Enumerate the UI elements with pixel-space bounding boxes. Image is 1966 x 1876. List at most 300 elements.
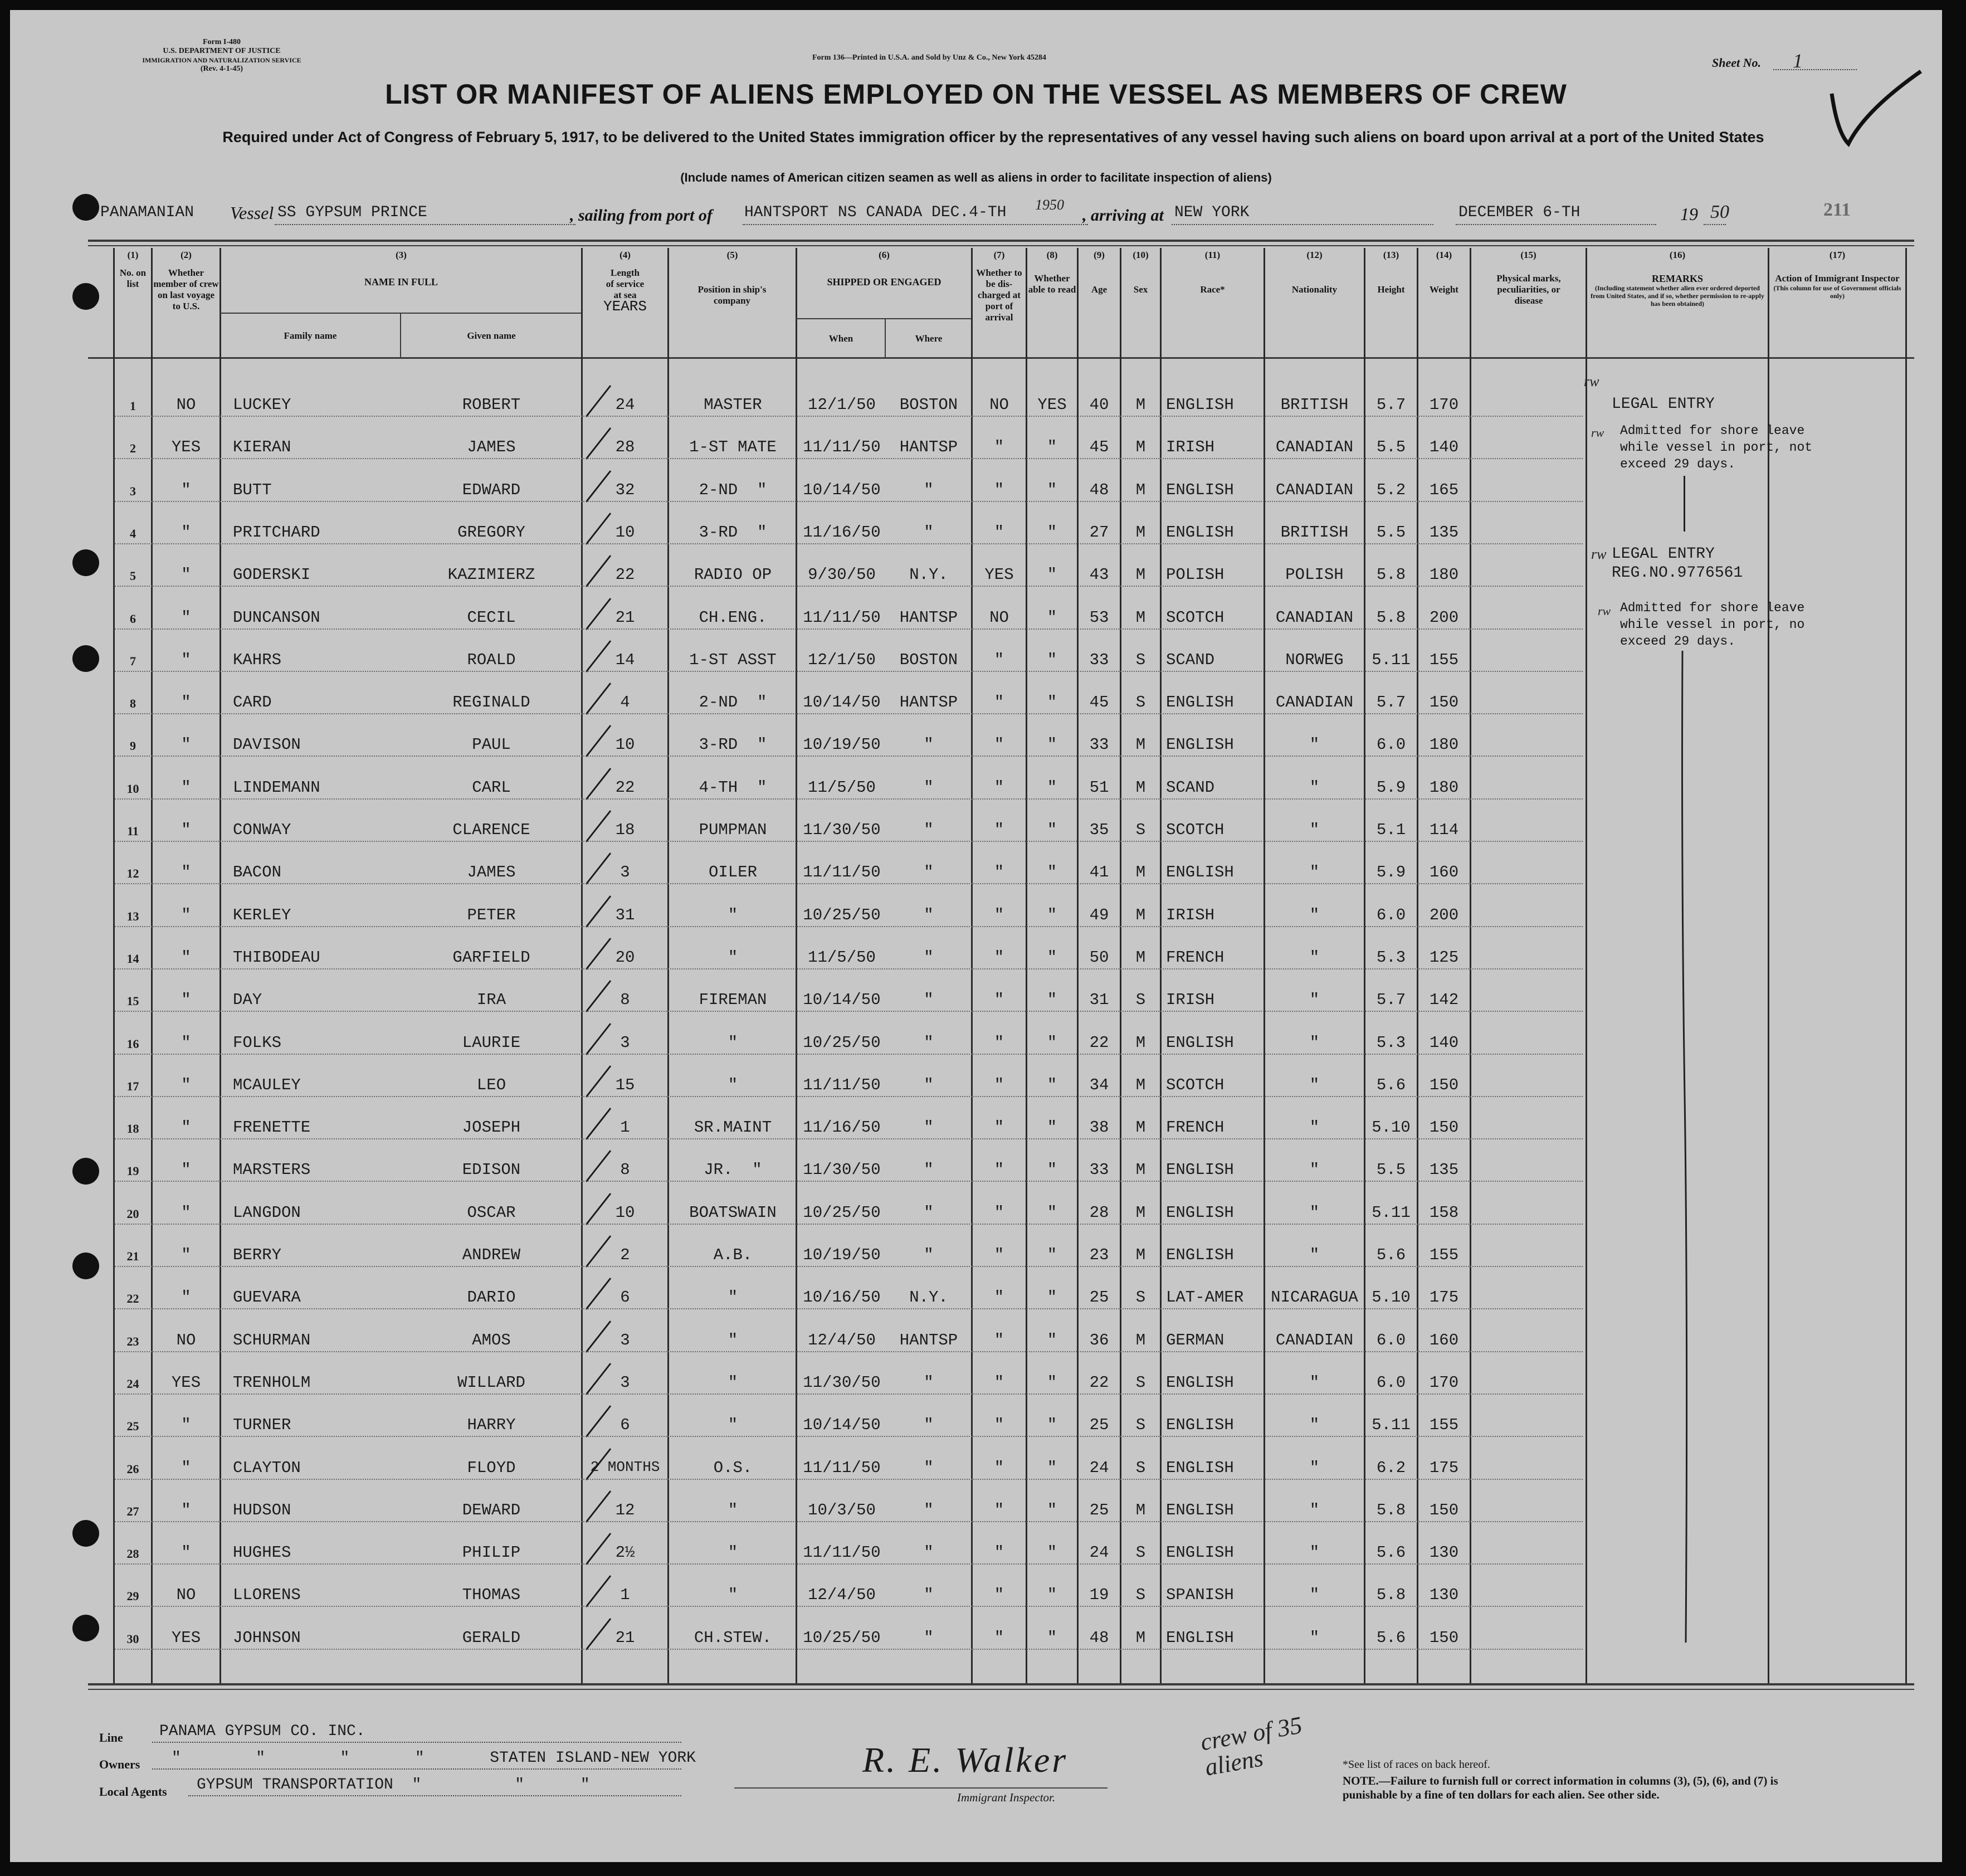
row-rule [115,1138,1583,1139]
inspector-signature: R. E. Walker [862,1740,1069,1780]
cell-when: 11/30/50 [803,1161,881,1180]
owners-value: " " " " STATEN ISLAND-NEW YORK [172,1750,696,1767]
cell-height: 5.6 [1376,1543,1406,1562]
cell-height: 5.5 [1376,438,1406,457]
cell-disch: " [994,991,1004,1010]
remark-line: while vessel in port, not [1620,440,1813,455]
cell-family: MARSTERS [233,1161,311,1180]
cell-weight: 135 [1429,1161,1459,1180]
sheet-number: 1 [1793,50,1803,72]
row-rule [115,713,1583,714]
cell-prev: " [181,1075,191,1094]
cell-nat: " [1309,1543,1320,1562]
cell-service: 15 [615,1075,635,1094]
cell-age: 48 [1089,480,1109,499]
row-rule [115,1563,1583,1565]
cell-weight: 165 [1429,480,1459,499]
cell-nat: " [1309,1161,1320,1180]
col3a-label: Family name [284,330,337,341]
cell-when: 11/11/50 [803,608,881,627]
cell-when: 11/30/50 [803,1373,881,1392]
subtitle-note: (Include names of American citizen seamen as well as aliens in order to facilitate inspection of aliens) [680,170,1272,184]
cell-where: " [924,523,934,542]
cell-disch: " [994,1118,1004,1137]
cell-race: ENGLISH [1166,693,1234,712]
cell-prev: " [181,1543,191,1562]
cell-read: " [1047,438,1057,457]
col8-num: (8) [1046,250,1058,260]
cell-position: 4-TH " [699,778,767,797]
col-divider [1160,248,1162,1683]
cell-no: 21 [126,1249,139,1263]
col6a-label: When [828,333,853,344]
cell-weight: 155 [1429,1246,1459,1264]
date-line [1456,224,1656,225]
cell-given: GREGORY [457,523,525,542]
cell-no: 1 [130,399,136,413]
cell-age: 49 [1089,905,1109,924]
cell-age: 25 [1089,1500,1109,1519]
cell-service: 2 [620,1246,630,1264]
cell-weight: 150 [1429,1118,1459,1137]
cell-given: CLARENCE [452,821,530,839]
cell-when: 9/30/50 [808,566,876,584]
signature-line [734,1787,1108,1789]
cell-height: 5.3 [1376,1033,1406,1052]
cell-family: FRENETTE [233,1118,311,1137]
cell-service: 32 [615,480,635,499]
sailing-label: , sailing from port of [570,206,713,225]
cell-sex: M [1135,1033,1146,1052]
cell-age: 51 [1089,778,1109,797]
cell-position: " [728,1416,738,1435]
cell-family: LANGDON [233,1203,301,1222]
table-top-rule [88,240,1914,242]
cell-service: 6 [620,1288,630,1307]
cell-age: 35 [1089,821,1109,839]
cell-family: FOLKS [233,1033,282,1052]
cell-weight: 140 [1429,1033,1459,1052]
col1-label: No. on list [119,267,147,289]
remark-initials: rw [1591,426,1604,440]
cell-prev: NO [176,396,196,414]
col13-label: Height [1377,284,1405,295]
cell-position: 2-ND " [699,480,767,499]
cell-sex: M [1135,1203,1146,1222]
cell-height: 6.0 [1376,1373,1406,1392]
cell-position: FIREMAN [699,991,767,1010]
inspector-label: Immigrant Inspector. [957,1791,1056,1804]
cell-service: 21 [615,608,635,627]
row-rule [115,1521,1583,1522]
cell-given: REGINALD [452,693,530,712]
col13-num: (13) [1383,250,1399,260]
cell-family: TURNER [233,1416,291,1435]
cell-disch: " [994,1416,1004,1435]
col2-num: (2) [180,250,192,260]
cell-position: " [728,1500,738,1519]
cell-when: 11/11/50 [803,1543,881,1562]
cell-height: 5.5 [1376,1161,1406,1180]
cell-disch: " [994,863,1004,882]
line-value: PANAMA GYPSUM CO. INC. [159,1723,365,1740]
cell-age: 27 [1089,523,1109,542]
cell-service: 24 [615,396,635,414]
cell-family: BUTT [233,480,272,499]
cell-where: BOSTON [899,396,958,414]
cell-age: 25 [1089,1288,1109,1307]
cell-height: 6.0 [1376,905,1406,924]
cell-given: PETER [467,905,516,924]
cell-prev: " [181,863,191,882]
cell-height: 5.9 [1376,863,1406,882]
cell-prev: " [181,735,191,754]
cell-where: " [924,863,934,882]
cell-family: DUNCANSON [233,608,320,627]
page-title: LIST OR MANIFEST OF ALIENS EMPLOYED ON THE VESSEL AS MEMBERS OF CREW [385,79,1567,110]
cell-where: " [924,1203,934,1222]
cell-prev: " [181,821,191,839]
cell-weight: 130 [1429,1586,1459,1605]
col4-label: Length of service at sea [606,267,645,300]
cell-age: 45 [1089,438,1109,457]
cell-disch: " [994,821,1004,839]
col7-label: Whether to be dis-charged at port of arrival [976,267,1022,323]
manifest-sheet [10,10,1942,1862]
cell-age: 31 [1089,991,1109,1010]
cell-given: LAURIE [462,1033,521,1052]
col6-label: SHIPPED OR ENGAGED [827,276,941,288]
cell-given: ANDREW [462,1246,521,1264]
cell-nat: " [1309,905,1320,924]
cell-given: JAMES [467,438,516,457]
cell-sex: M [1135,948,1146,967]
cell-position: RADIO OP [694,566,772,584]
row-rule [115,1649,1583,1650]
cell-given: PAUL [472,735,511,754]
cell-sex: M [1135,1331,1146,1349]
col6b-label: Where [915,333,943,344]
cell-read: " [1047,735,1057,754]
cell-service: 10 [615,523,635,542]
cell-sex: M [1135,778,1146,797]
cell-service: 3 [620,1373,630,1392]
vessel-flag: PANAMANIAN [100,204,194,221]
table-bottom-rule [88,1683,1914,1685]
col1-header [115,250,151,290]
cell-service: 22 [615,566,635,584]
cell-weight: 150 [1429,1075,1459,1094]
cell-read: " [1047,991,1057,1010]
row-rule [115,543,1583,544]
cell-no: 29 [126,1589,139,1604]
cell-prev: " [181,1161,191,1180]
agents-value: GYPSUM TRANSPORTATION " " " [197,1776,590,1794]
cell-no: 23 [126,1334,139,1348]
vessel-name: SS GYPSUM PRINCE [277,204,427,221]
col17-label: Action of Immigrant Inspector [1775,273,1900,284]
cell-weight: 130 [1429,1543,1459,1562]
col16-num: (16) [1669,250,1686,260]
cell-given: EDISON [462,1161,521,1180]
remark-shore-leave [1620,422,1812,472]
cell-nat: " [1309,1033,1320,1052]
cell-service: 28 [615,438,635,457]
cell-nat: " [1309,991,1320,1010]
cell-height: 5.7 [1376,991,1406,1010]
cell-family: HUDSON [233,1500,291,1519]
col11-header [1162,250,1263,295]
cell-race: FRENCH [1166,948,1225,967]
col5-label: Position in ship's company [697,284,767,306]
cell-height: 5.2 [1376,480,1406,499]
row-rule [115,416,1583,417]
cell-race: ENGLISH [1166,1416,1234,1435]
cell-race: SCAND [1166,778,1215,797]
cell-where: " [924,1075,934,1094]
row-rule [115,883,1583,884]
cell-service: 4 [620,693,630,712]
name-subheader-divider [400,313,401,357]
cell-race: ENGLISH [1166,1373,1234,1392]
cell-family: GODERSKI [233,566,311,584]
col9-header [1079,250,1120,295]
cell-prev: " [181,1500,191,1519]
cell-sex: S [1135,650,1146,669]
cell-sex: M [1135,438,1146,457]
cell-prev: " [181,1118,191,1137]
cell-position: A.B. [713,1246,753,1264]
arrival-line [1172,224,1433,225]
cell-age: 36 [1089,1331,1109,1349]
owners-label: Owners [99,1757,140,1771]
cell-read: " [1047,905,1057,924]
cell-position: " [728,1075,738,1094]
cell-given: ROALD [467,650,516,669]
row-rule [115,968,1583,969]
cell-prev: " [181,1203,191,1222]
shipped-subheader-rule [796,318,971,319]
cell-sex: M [1135,396,1146,414]
col8-header [1027,250,1077,295]
row-rule [115,586,1583,587]
cell-prev: " [181,948,191,967]
cell-position: O.S. [713,1458,753,1477]
cell-read: " [1047,1161,1057,1180]
cell-no: 2 [130,441,136,456]
cell-when: 10/16/50 [803,1288,881,1307]
cell-given: CARL [472,778,511,797]
cell-prev: " [181,1416,191,1435]
cell-given: CECIL [467,608,516,627]
punch-hole [72,1520,99,1547]
col4-unit: YEARS [603,298,647,315]
cell-sex: S [1135,693,1146,712]
cell-position: 2-ND " [699,693,767,712]
cell-age: 23 [1089,1246,1109,1264]
cell-where: BOSTON [899,650,958,669]
cell-service: 22 [615,778,635,797]
cell-age: 33 [1089,735,1109,754]
cell-when: 11/30/50 [803,821,881,839]
cell-race: ENGLISH [1166,1033,1234,1052]
cell-where: " [924,1118,934,1137]
cell-weight: 200 [1429,905,1459,924]
cell-given: GERALD [462,1628,521,1647]
col-divider [667,248,669,1683]
col3-num: (3) [396,250,407,260]
cell-disch: NO [989,608,1009,627]
cell-where: " [924,1500,934,1519]
vessel-line [275,224,575,225]
owners-rule [152,1768,681,1770]
cell-weight: 135 [1429,523,1459,542]
cell-disch: " [994,1075,1004,1094]
remark-line: exceed 29 days. [1620,634,1736,649]
cell-sex: S [1135,1458,1146,1477]
note-label: NOTE. [1343,1774,1379,1787]
cell-sex: S [1135,1416,1146,1435]
cell-race: SCOTCH [1166,608,1225,627]
cell-read: " [1047,693,1057,712]
cell-given: OSCAR [467,1203,516,1222]
cell-family: TRENHOLM [233,1373,311,1392]
cell-where: " [924,1586,934,1605]
cell-no: 16 [126,1036,139,1051]
cell-prev: " [181,905,191,924]
cell-nat: " [1309,1628,1320,1647]
cell-sex: M [1135,608,1146,627]
cell-sex: S [1135,1543,1146,1562]
cell-position: MASTER [704,396,762,414]
cell-weight: 180 [1429,778,1459,797]
cell-prev: " [181,991,191,1010]
cell-race: ENGLISH [1166,1628,1234,1647]
form-id: Form I-480 [202,38,241,46]
cell-nat: " [1309,821,1320,839]
cell-no: 13 [126,909,139,923]
cell-position: " [728,1586,738,1605]
cell-given: AMOS [472,1331,511,1349]
cell-sex: M [1135,905,1146,924]
cell-sex: M [1135,1161,1146,1180]
punch-hole [72,194,99,221]
cell-disch: " [994,1288,1004,1307]
cell-disch: " [994,1161,1004,1180]
cell-when: 12/1/50 [808,396,876,414]
cell-prev: " [181,650,191,669]
registration-number: REG.NO.9776561 [1612,564,1743,582]
cell-sex: M [1135,480,1146,499]
cell-read: " [1047,1075,1057,1094]
cell-family: HUGHES [233,1543,291,1562]
cell-race: ENGLISH [1166,1500,1234,1519]
cell-nat: " [1309,948,1320,967]
form-identifier [116,38,328,74]
cell-disch: " [994,523,1004,542]
cell-read: " [1047,863,1057,882]
cell-no: 9 [130,739,136,753]
cell-race: ENGLISH [1166,396,1234,414]
sheet-label: Sheet No. [1712,56,1761,70]
cell-service: 1 [620,1118,630,1137]
cell-service: 6 [620,1416,630,1435]
row-rule [115,1606,1583,1607]
cell-no: 8 [130,696,136,711]
cell-when: 11/5/50 [808,948,876,967]
cell-nat: CANADIAN [1275,693,1354,712]
cell-nat: " [1309,778,1320,797]
cell-disch: " [994,948,1004,967]
cell-where: " [924,1628,934,1647]
cell-no: 25 [126,1419,139,1434]
arriving-label: , arriving at [1082,206,1164,225]
cell-sex: S [1135,821,1146,839]
cell-given: ROBERT [462,396,521,414]
cell-prev: NO [176,1586,196,1605]
cell-when: 11/11/50 [803,438,881,457]
cell-read: " [1047,566,1057,584]
cell-family: PRITCHARD [233,523,320,542]
col12-num: (12) [1306,250,1323,260]
cell-read: " [1047,1500,1057,1519]
cell-nat: " [1309,1500,1320,1519]
punch-hole [72,1253,99,1279]
cell-read: " [1047,523,1057,542]
cell-weight: 160 [1429,1331,1459,1349]
row-rule [115,756,1583,757]
cell-no: 15 [126,994,139,1008]
cell-height: 5.7 [1376,693,1406,712]
cell-height: 5.10 [1372,1288,1411,1307]
races-note: *See list of races on back hereof. [1343,1758,1490,1771]
cell-service: 1 [620,1586,630,1605]
cell-service: 3 [620,1331,630,1349]
cell-where: N.Y. [909,566,948,584]
cell-weight: 150 [1429,1628,1459,1647]
cell-where: " [924,1416,934,1435]
cell-no: 7 [130,654,136,668]
cell-race: LAT-AMER [1166,1288,1244,1307]
cell-where: " [924,905,934,924]
cell-no: 28 [126,1547,139,1561]
cell-given: DEWARD [462,1500,521,1519]
cell-disch: " [994,438,1004,457]
cell-position: " [728,1543,738,1562]
cell-when: 10/14/50 [803,1416,881,1435]
cell-nat: " [1309,1416,1320,1435]
stamp-number: 211 [1823,199,1851,220]
cell-when: 10/14/50 [803,693,881,712]
cell-height: 6.2 [1376,1458,1406,1477]
cell-race: SCAND [1166,650,1215,669]
cell-prev: " [181,693,191,712]
remark-line: Admitted for shore leave [1620,601,1805,615]
cell-nat: CANADIAN [1275,438,1354,457]
cell-sex: S [1135,1373,1146,1392]
cell-age: 40 [1089,396,1109,414]
col3-header [221,250,581,288]
cell-family: KAHRS [233,650,282,669]
cell-position: SR.MAINT [694,1118,772,1137]
cell-family: MCAULEY [233,1075,301,1094]
cell-no: 6 [130,611,136,626]
cell-read: " [1047,1458,1057,1477]
cell-service: 18 [615,821,635,839]
cell-disch: " [994,1586,1004,1605]
cell-read: " [1047,608,1057,627]
row-rule [115,1224,1583,1225]
